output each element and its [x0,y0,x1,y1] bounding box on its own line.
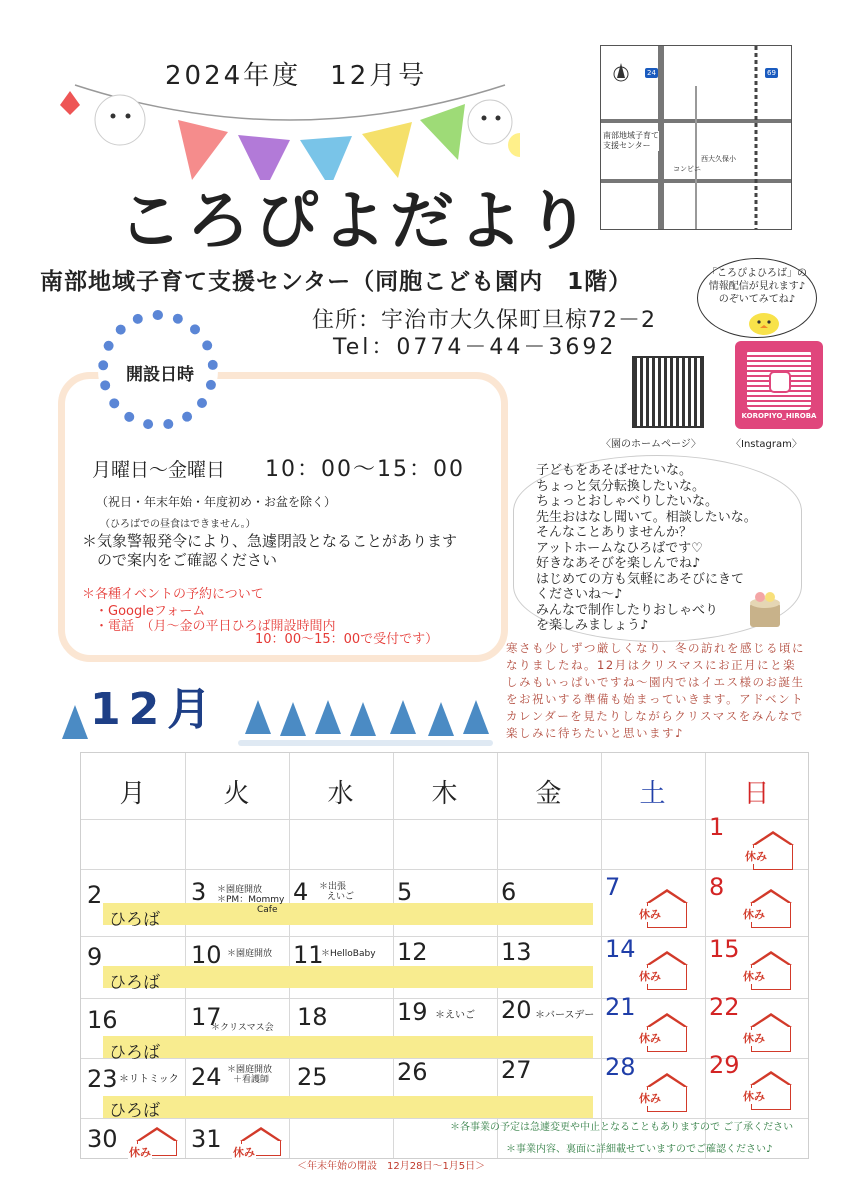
snow-ground [238,740,493,746]
map-route-69-label: 69 [767,69,776,77]
day-17: 17 [191,1003,222,1031]
closed-label: 休み [233,1146,255,1159]
telephone: Tel：0774－44－3692 [333,335,617,360]
dow-fri: 金 [535,779,562,809]
tree-icon [315,700,341,734]
event-3-b: ＊PM：Mommy [217,895,285,905]
event-20: ＊バースデー [535,1010,595,1021]
dow-sun: 日 [743,779,770,809]
closed-days-note: （祝日・年末年始・年度初め・お盆を除く） [96,495,337,509]
event-24-b: ＋看護師 [233,1075,270,1085]
hiroba-band-week4 [103,1096,593,1118]
map-store-label: コンビニ [673,165,701,173]
closed-label: 休み [743,1090,765,1103]
closed-label: 休み [639,908,661,921]
schedule-change-note: ＊各事業の予定は急遽変更や中止となることもありますので ご了承ください [450,1122,794,1133]
day-14: 14 [605,935,636,963]
day-11: 11 [293,941,324,969]
day-5: 5 [397,878,413,906]
day-30: 30 [87,1125,118,1153]
day-21: 21 [605,993,636,1021]
day-24: 24 [191,1063,222,1091]
day-13: 13 [501,938,532,966]
month-title: 12月 [90,684,220,735]
event-11: ＊HelloBaby [321,949,376,959]
event-reservation-heading: ＊各種イベントの予約について [82,587,264,602]
event-23: ＊リトミック [119,1074,179,1085]
map-school-label: 西大久保小 [701,155,736,163]
closed-label: 休み [743,908,765,921]
center-name: 南部地域子育て支援センター（同胞こども園内 1階） [40,269,633,295]
day-6: 6 [501,878,517,906]
day-25: 25 [297,1063,328,1091]
newsletter-title: ころぴよだより [118,185,594,259]
event-3-a: ＊園庭開放 [217,885,263,895]
welcome-text: 子どもをあそばせたいな。 ちょっと気分転換したいな。 ちょっとおしゃべりしたいな。 先生おはなし聞いて。相談したいな。 そんなことありませんか？ アットホームなひろばです♡ 好きなあそびを楽しんでね♪ はじめての方も気軽にあそびにきて くださいね～♪ みんなで制作したりおしゃべり を楽しみましょう♪ [536,463,757,633]
hiroba-label: ひろば [109,910,160,930]
day-28: 28 [605,1053,636,1081]
closed-house-icon [745,845,793,870]
day-31: 31 [191,1125,222,1153]
instagram-note-text: 「ころぴよひろば」の 情報配信が見れます♪ のぞいてみてね♪ [707,268,807,305]
closed-house-icon [743,1085,791,1110]
day-4: 4 [293,878,309,906]
chick-icon [746,306,782,336]
closed-house-icon [639,903,687,928]
instagram-logo-icon [769,371,791,393]
day-26: 26 [397,1058,428,1086]
day-10: 10 [191,941,222,969]
dow-tue: 火 [223,779,250,809]
event-24-a: ＊園庭開放 [227,1065,273,1075]
closed-house-icon [743,903,791,928]
closed-label: 休み [745,850,767,863]
lunch-note: （ひろばでの昼食はできません。） [100,519,256,530]
calendar-grid [80,752,809,1159]
hiroba-label: ひろば [109,1043,160,1063]
year-end-closure-note: ＜年末年始の閉設 12月28日～1月5日＞ [297,1161,486,1172]
event-google-form[interactable]: ・Googleフォーム [95,604,206,619]
closed-label: 休み [639,1092,661,1105]
closed-label: 休み [129,1146,151,1159]
day-29: 29 [709,1051,740,1079]
issue-label: 2024年度 12月号 [165,61,428,91]
day-3: 3 [191,878,207,906]
address: 住所：宇治市大久保町旦椋72－2 [312,308,656,333]
tree-icon [463,700,489,734]
closed-label: 休み [743,970,765,983]
day-23: 23 [87,1065,118,1093]
homepage-qr-caption: 〈園のホームページ〉 [601,439,701,450]
dow-thu: 木 [431,779,458,809]
day-20: 20 [501,996,532,1024]
event-phone: ・電話 （月～金の平日ひろば開設時間内 [95,619,336,634]
dow-wed: 水 [327,779,354,809]
opening-days: 月曜日～金曜日 [92,459,226,481]
dow-mon: 月 [119,779,146,809]
dow-sat: 土 [639,779,666,809]
closed-house-icon [129,1141,177,1159]
closed-label: 休み [639,970,661,983]
weather-warning-note: ＊気象警報発令により、急遽閉設となることがあります ので案内をご確認ください [82,532,458,569]
tree-icon [62,705,88,739]
closed-label: 休み [639,1032,661,1045]
closed-house-icon [233,1141,281,1159]
tree-icon [350,702,376,736]
event-10: ＊園庭開放 [227,949,273,959]
event-3-c: Cafe [257,905,278,915]
tree-icon [390,700,416,734]
day-22: 22 [709,993,740,1021]
homepage-qr-code[interactable] [632,356,704,428]
day-27: 27 [501,1056,532,1084]
hiroba-label: ひろば [109,1101,160,1121]
map-center-label: 南部地域子育て 支援センター [603,131,659,150]
day-8: 8 [709,873,725,901]
closed-house-icon [743,965,791,990]
day-1: 1 [709,813,725,841]
day-19: 19 [397,998,428,1026]
event-17: ＊クリスマス会 [211,1023,274,1033]
day-2: 2 [87,881,103,909]
day-7: 7 [605,873,621,901]
closed-label: 休み [743,1032,765,1045]
hiroba-band-week1 [103,903,593,925]
closed-house-icon [639,1087,687,1112]
hiroba-band-week3 [103,1036,593,1058]
opening-hours-label: 開設日時 [126,365,194,385]
event-4-a: ＊出張 [319,882,347,892]
instagram-qr-caption: 〈Instagram〉 [731,439,802,450]
closed-house-icon [743,1027,791,1052]
opening-time: 10：00～15：00 [265,457,465,482]
day-9: 9 [87,943,103,971]
hiroba-label: ひろば [109,973,160,993]
tree-icon [428,702,454,736]
day-12: 12 [397,938,428,966]
closed-house-icon [639,965,687,990]
tree-icon [245,700,271,734]
day-18: 18 [297,1003,328,1031]
instagram-handle: KOROPIYO_HIROBA [741,412,817,420]
event-phone-hours: 10：00～15：00で受付です） [255,632,439,647]
monthly-greeting: 寒さも少しずつ厳しくなり、冬の訪れを感じる頃になりましたね。12月はクリスマスにお正月にと楽しみもいっぱいですね～園内ではイエス様のお誕生をお祝いする準備も始まっていきます。アドベントカレンダーを見たりしながらクリスマスをみんなで楽しみに待ちたいと思います♪ [506,641,805,740]
map-route-24-label: 24 [647,69,656,77]
event-4-b: えいご [327,892,355,902]
tree-stump-icon [740,585,790,630]
event-19: ＊えいご [435,1010,475,1021]
details-note: ＊事業内容、裏面に詳細載せていますのでご確認ください♪ [506,1144,773,1155]
hiroba-band-week2 [103,966,593,988]
tree-icon [280,702,306,736]
access-map [600,45,792,230]
day-16: 16 [87,1006,118,1034]
day-15: 15 [709,935,740,963]
closed-house-icon [639,1027,687,1052]
